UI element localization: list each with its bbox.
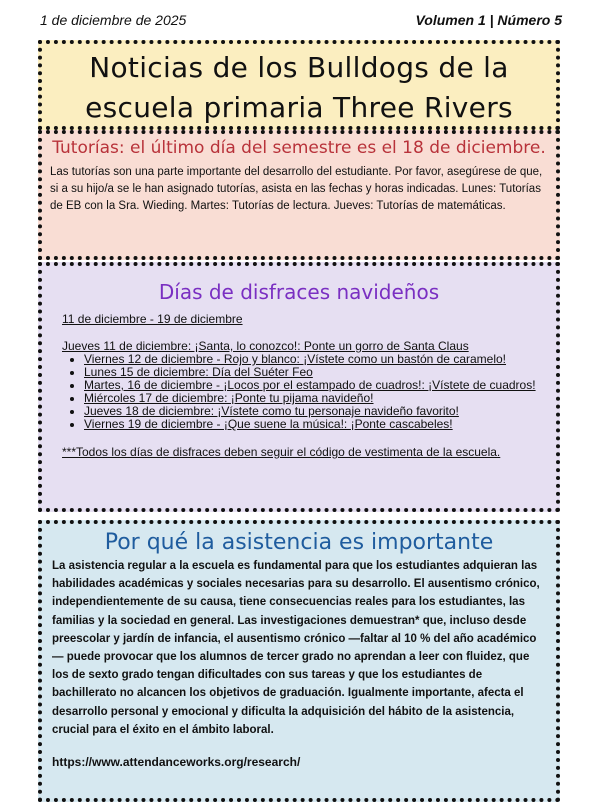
list-item: • Viernes 19 de diciembre - ¡Que suene la música!: ¡Ponte cascabeles! xyxy=(84,418,556,431)
dress-code-note: ***Todos los días de disfraces deben seguir el código de vestimenta de la escuela. xyxy=(62,445,501,459)
costume-heading: Días de disfraces navideños xyxy=(158,280,440,304)
issue-date: 1 de diciembre de 2025 xyxy=(40,12,187,28)
list-item: • Miércoles 17 de diciembre: ¡Ponte tu pijama navideño! xyxy=(84,392,556,405)
masthead xyxy=(38,40,560,130)
attendance-source-link[interactable]: https://www.attendanceworks.org/research/ xyxy=(52,755,301,770)
attendance-body: La asistencia regular a la escuela es fundamental para que los estudiantes adquieran las habilidades académicas y sociales necesarias para su desarrollo. El ausentismo crónico, independientemente de su causa, tiene consecuencias reales para los estudiantes, las familias y la sociedad en general. Las investigaciones demuestran* que, incluso desde preescolar y jardín de infancia, el ausentismo crónico —faltar al 10 % del año académico— puede provocar que los alumnos de tercer grado no aprendan a leer con fluidez, que los de sexto grado tengan dificultades con sus tareas y que los estudiantes de bachillerato no alcancen los objetivos de graduación. Igualmente importante, afecta el desarrollo personal y emocional y dificulta la adquisición del hábito de la asistencia, crucial para el éxito en el ámbito laboral. xyxy=(52,560,540,736)
tutoring-section xyxy=(38,130,560,260)
newsletter-title xyxy=(42,44,556,128)
title-line-1: Noticias de los Bulldogs de la xyxy=(89,51,509,84)
attendance-section xyxy=(38,520,560,802)
title-line-2: escuela primaria Three Rivers xyxy=(85,91,513,124)
header-bar xyxy=(40,12,562,32)
list-item: • Lunes 15 de diciembre: Día del Suéter Feo xyxy=(84,366,556,379)
tutoring-body: Las tutorías son una parte importante del desarrollo del estudiante. Por favor, asegúrese de que, si a su hijo/a se le han asignado tutorías, asista en las fechas y horas indicadas. Lunes: Tutorías de EB con la Sra. Wieding. Martes: Tutorías de lectura. Jueves: Tutorías de matemáticas. xyxy=(50,166,543,212)
costume-date-range: 11 de diciembre - 19 de diciembre xyxy=(62,312,243,326)
costume-lead-item: Jueves 11 de diciembre: ¡Santa, lo conozco!: Ponte un gorro de Santa Claus xyxy=(62,339,469,353)
list-item: • Martes, 16 de diciembre - ¡Locos por el estampado de cuadros!: ¡Vístete de cuadros! xyxy=(84,379,556,392)
list-item: • Jueves 18 de diciembre: ¡Vístete como tu personaje navideño favorito! xyxy=(84,405,556,418)
issue-volume: Volumen 1 | Número 5 xyxy=(415,12,562,28)
list-item: • Viernes 12 de diciembre - Rojo y blanco: ¡Vístete como un bastón de caramelo! xyxy=(84,353,556,366)
costume-list xyxy=(84,353,556,431)
costume-days-section xyxy=(38,262,560,512)
tutoring-heading: Tutorías: el último día del semestre es el 18 de diciembre. xyxy=(52,138,546,158)
attendance-heading: Por qué la asistencia es importante xyxy=(104,530,494,555)
